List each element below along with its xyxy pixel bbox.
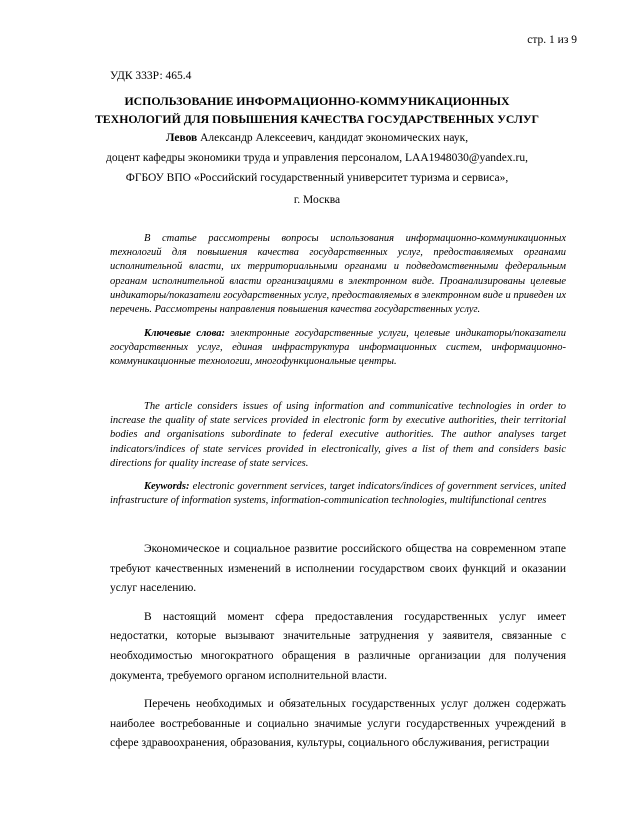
- keywords-en: [110, 480, 566, 508]
- body-text: [110, 540, 566, 763]
- keywords-en-label: Keywords:: [144, 481, 190, 492]
- paper-title-line-1: ИСПОЛЬЗОВАНИЕ ИНФОРМАЦИОННО-КОММУНИКАЦИОННЫХ: [124, 94, 510, 108]
- keywords-ru-label: Ключевые слова:: [144, 328, 225, 339]
- paper-title-line-2: ТЕХНОЛОГИЙ ДЛЯ ПОВЫШЕНИЯ КАЧЕСТВА ГОСУДАРСТВЕННЫХ УСЛУГ: [94, 112, 540, 126]
- keywords-ru-list: электронные государственные услуги, целевые индикаторы/показатели государственных услуг, единая инфраструктура информационных систем, информационно-коммуникационные технологии, многофункциональные центры.: [110, 328, 566, 368]
- author-surname: Левов: [165, 132, 198, 144]
- abstract-en: The article considers issues of using information and communicative technologies in order to increase the quality of state services provided in electronic form by executive authorities, their territorial bodies and organisations subordinate to federal executive authorities. The author analyses target indicators/indices of state services provided in electronically, gives a list of them and considers basic directions for quality increase of state services.: [110, 401, 566, 469]
- udk-code: УДК 333Р: 465.4: [110, 70, 192, 82]
- abstract-ru: В статье рассмотрены вопросы использования информационно-коммуникационных технологий для повышения качества государственных услуг, предоставляемых органами исполнительной власти, их территориальными органами и подведомственными федеральным органам исполнительной власти организациями в электронном виде. Проанализированы целевые индикаторы/показатели государственных услуг, предоставляемых в электронном виде и приведен их перечень. Рассмотрены направления повышения качества государственных услуг.: [110, 233, 566, 316]
- author-city: г. Москва: [293, 194, 341, 206]
- keywords-ru: [110, 327, 566, 370]
- author-line: [60, 132, 574, 144]
- author-institution: ФГБОУ ВПО «Российский государственный университет туризма и сервиса»,: [125, 172, 509, 184]
- author-position: доцент кафедры экономики труда и управления персоналом, LAA1948030@yandex.ru,: [106, 152, 528, 164]
- page-number: стр. 1 из 9: [527, 34, 577, 46]
- keywords-en-list: electronic government services, target indicators/indices of government services, united infrastructure of information systems, information-communication technologies, multifunctional centres: [110, 481, 566, 507]
- body-paragraph-2: В настоящий момент сфера предоставления государственных услуг имеет недостатки, которые вызывают значительные затруднения у заявителя, связанные с необходимостью многократного обращения в различные организации для получения документа, требуемого органом исполнительной власти.: [110, 610, 566, 682]
- body-paragraph-3: Перечень необходимых и обязательных государственных услуг должен содержать наиболее востребованные и социально значимые услуги государственных учреждений в сфере здравоохранения, образования, культуры, социального обслуживания, регистрации: [110, 698, 566, 750]
- body-paragraph-1: Экономическое и социальное развитие российского общества на современном этапе требуют качественных изменений в исполнении государством своих функций и оказании услуг населению.: [110, 543, 566, 595]
- author-details: Александр Алексеевич, кандидат экономических наук,: [197, 132, 469, 144]
